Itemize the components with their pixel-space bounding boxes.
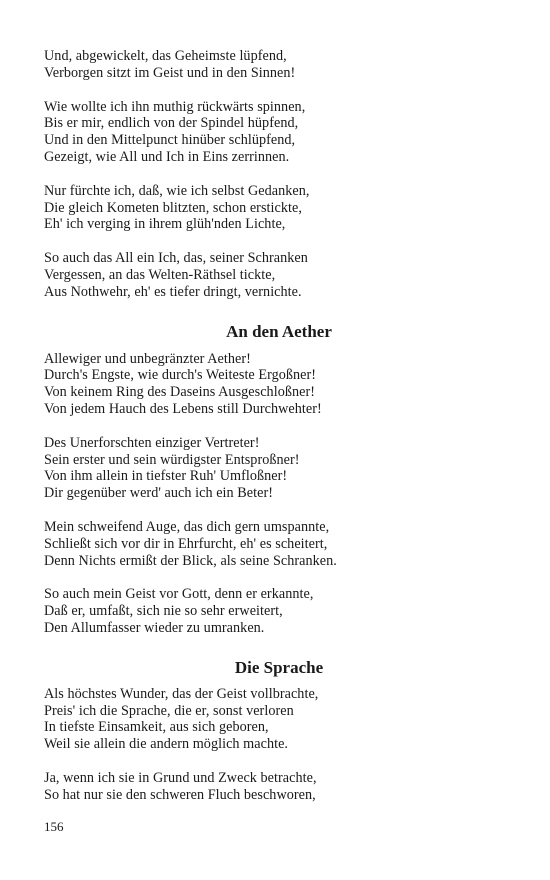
verse-line: Nur fürchte ich, daß, wie ich selbst Gedanken,	[44, 182, 310, 199]
poem-title: Die Sprache	[234, 657, 324, 677]
poem-page	[44, 48, 514, 821]
verse-line: So auch mein Geist vor Gott, denn er erkannte,	[44, 586, 314, 603]
verse-line: Die gleich Kometen blitzten, schon erstickte,	[44, 199, 302, 216]
verse-line: Allewiger und unbegränzter Aether!	[44, 350, 251, 367]
verse-line: Von jedem Hauch des Lebens still Durchwehter!	[44, 400, 322, 417]
verse-line: Schließt sich vor dir in Ehrfurcht, eh' es scheitert,	[44, 535, 328, 552]
poem-title: An den Aether	[226, 321, 332, 341]
verse-line: Sein erster und sein würdigster Entsproßner!	[44, 451, 300, 468]
verse-line: Ja, wenn ich sie in Grund und Zweck betrachte,	[44, 769, 317, 786]
verse-line: Den Allumfasser wieder zu umranken.	[44, 619, 265, 636]
verse-line: Gezeigt, wie All und Ich in Eins zerrinnen.	[44, 148, 290, 165]
stanza	[44, 48, 514, 82]
verse-line: Wie wollte ich ihn muthig rückwärts spinnen,	[44, 98, 306, 115]
verse-line: Durch's Engste, wie durch's Weiteste Ergoßner!	[44, 367, 317, 384]
verse-line: In tiefste Einsamkeit, aus sich geboren,	[44, 719, 269, 736]
stanza	[44, 519, 514, 569]
verse-line: Mein schweifend Auge, das dich gern umspannte,	[44, 518, 330, 535]
verse-line: Denn Nichts ermißt der Blick, als seine Schranken.	[44, 552, 337, 569]
verse-line: Daß er, umfaßt, sich nie so sehr erweitert,	[44, 603, 283, 620]
verse-line: So hat nur sie den schweren Fluch beschworen,	[44, 786, 316, 803]
verse-line: Preis' ich die Sprache, die er, sonst verloren	[44, 702, 294, 719]
verse-line: Als höchstes Wunder, das der Geist vollbrachte,	[44, 685, 319, 702]
stanza	[44, 99, 514, 166]
stanza	[44, 435, 514, 502]
verse-line: Und in den Mittelpunct hinüber schlüpfend,	[44, 132, 296, 149]
stanza	[44, 351, 514, 418]
verse-line: Dir gegenüber werd' auch ich ein Beter!	[44, 485, 274, 502]
stanza	[44, 183, 514, 233]
verse-line: Verborgen sitzt im Geist und in den Sinnen!	[44, 64, 296, 81]
verse-line: Vergessen, an das Welten-Räthsel tickte,	[44, 266, 276, 283]
verse-line: Bis er mir, endlich von der Spindel hüpfend,	[44, 115, 299, 132]
verse-line: Von keinem Ring des Daseins Ausgeschloßner!	[44, 384, 316, 401]
page-number: 156	[44, 819, 64, 834]
stanza	[44, 586, 514, 636]
verse-line: Von ihm allein in tiefster Ruh' Umfloßner!	[44, 468, 288, 485]
verse-line: So auch das All ein Ich, das, seiner Schranken	[44, 250, 308, 267]
verse-line: Und, abgewickelt, das Geheimste lüpfend,	[44, 48, 287, 64]
verse-line: Aus Nothwehr, eh' es tiefer dringt, vernichte.	[44, 283, 302, 300]
verse-line: Weil sie allein die andern möglich machte.	[44, 736, 289, 753]
verse-line: Des Unerforschten einziger Vertreter!	[44, 434, 260, 451]
verse-line: Eh' ich verging in ihrem glüh'nden Lichte,	[44, 216, 286, 233]
stanza	[44, 250, 514, 300]
stanza	[44, 770, 514, 804]
stanza	[44, 686, 514, 753]
